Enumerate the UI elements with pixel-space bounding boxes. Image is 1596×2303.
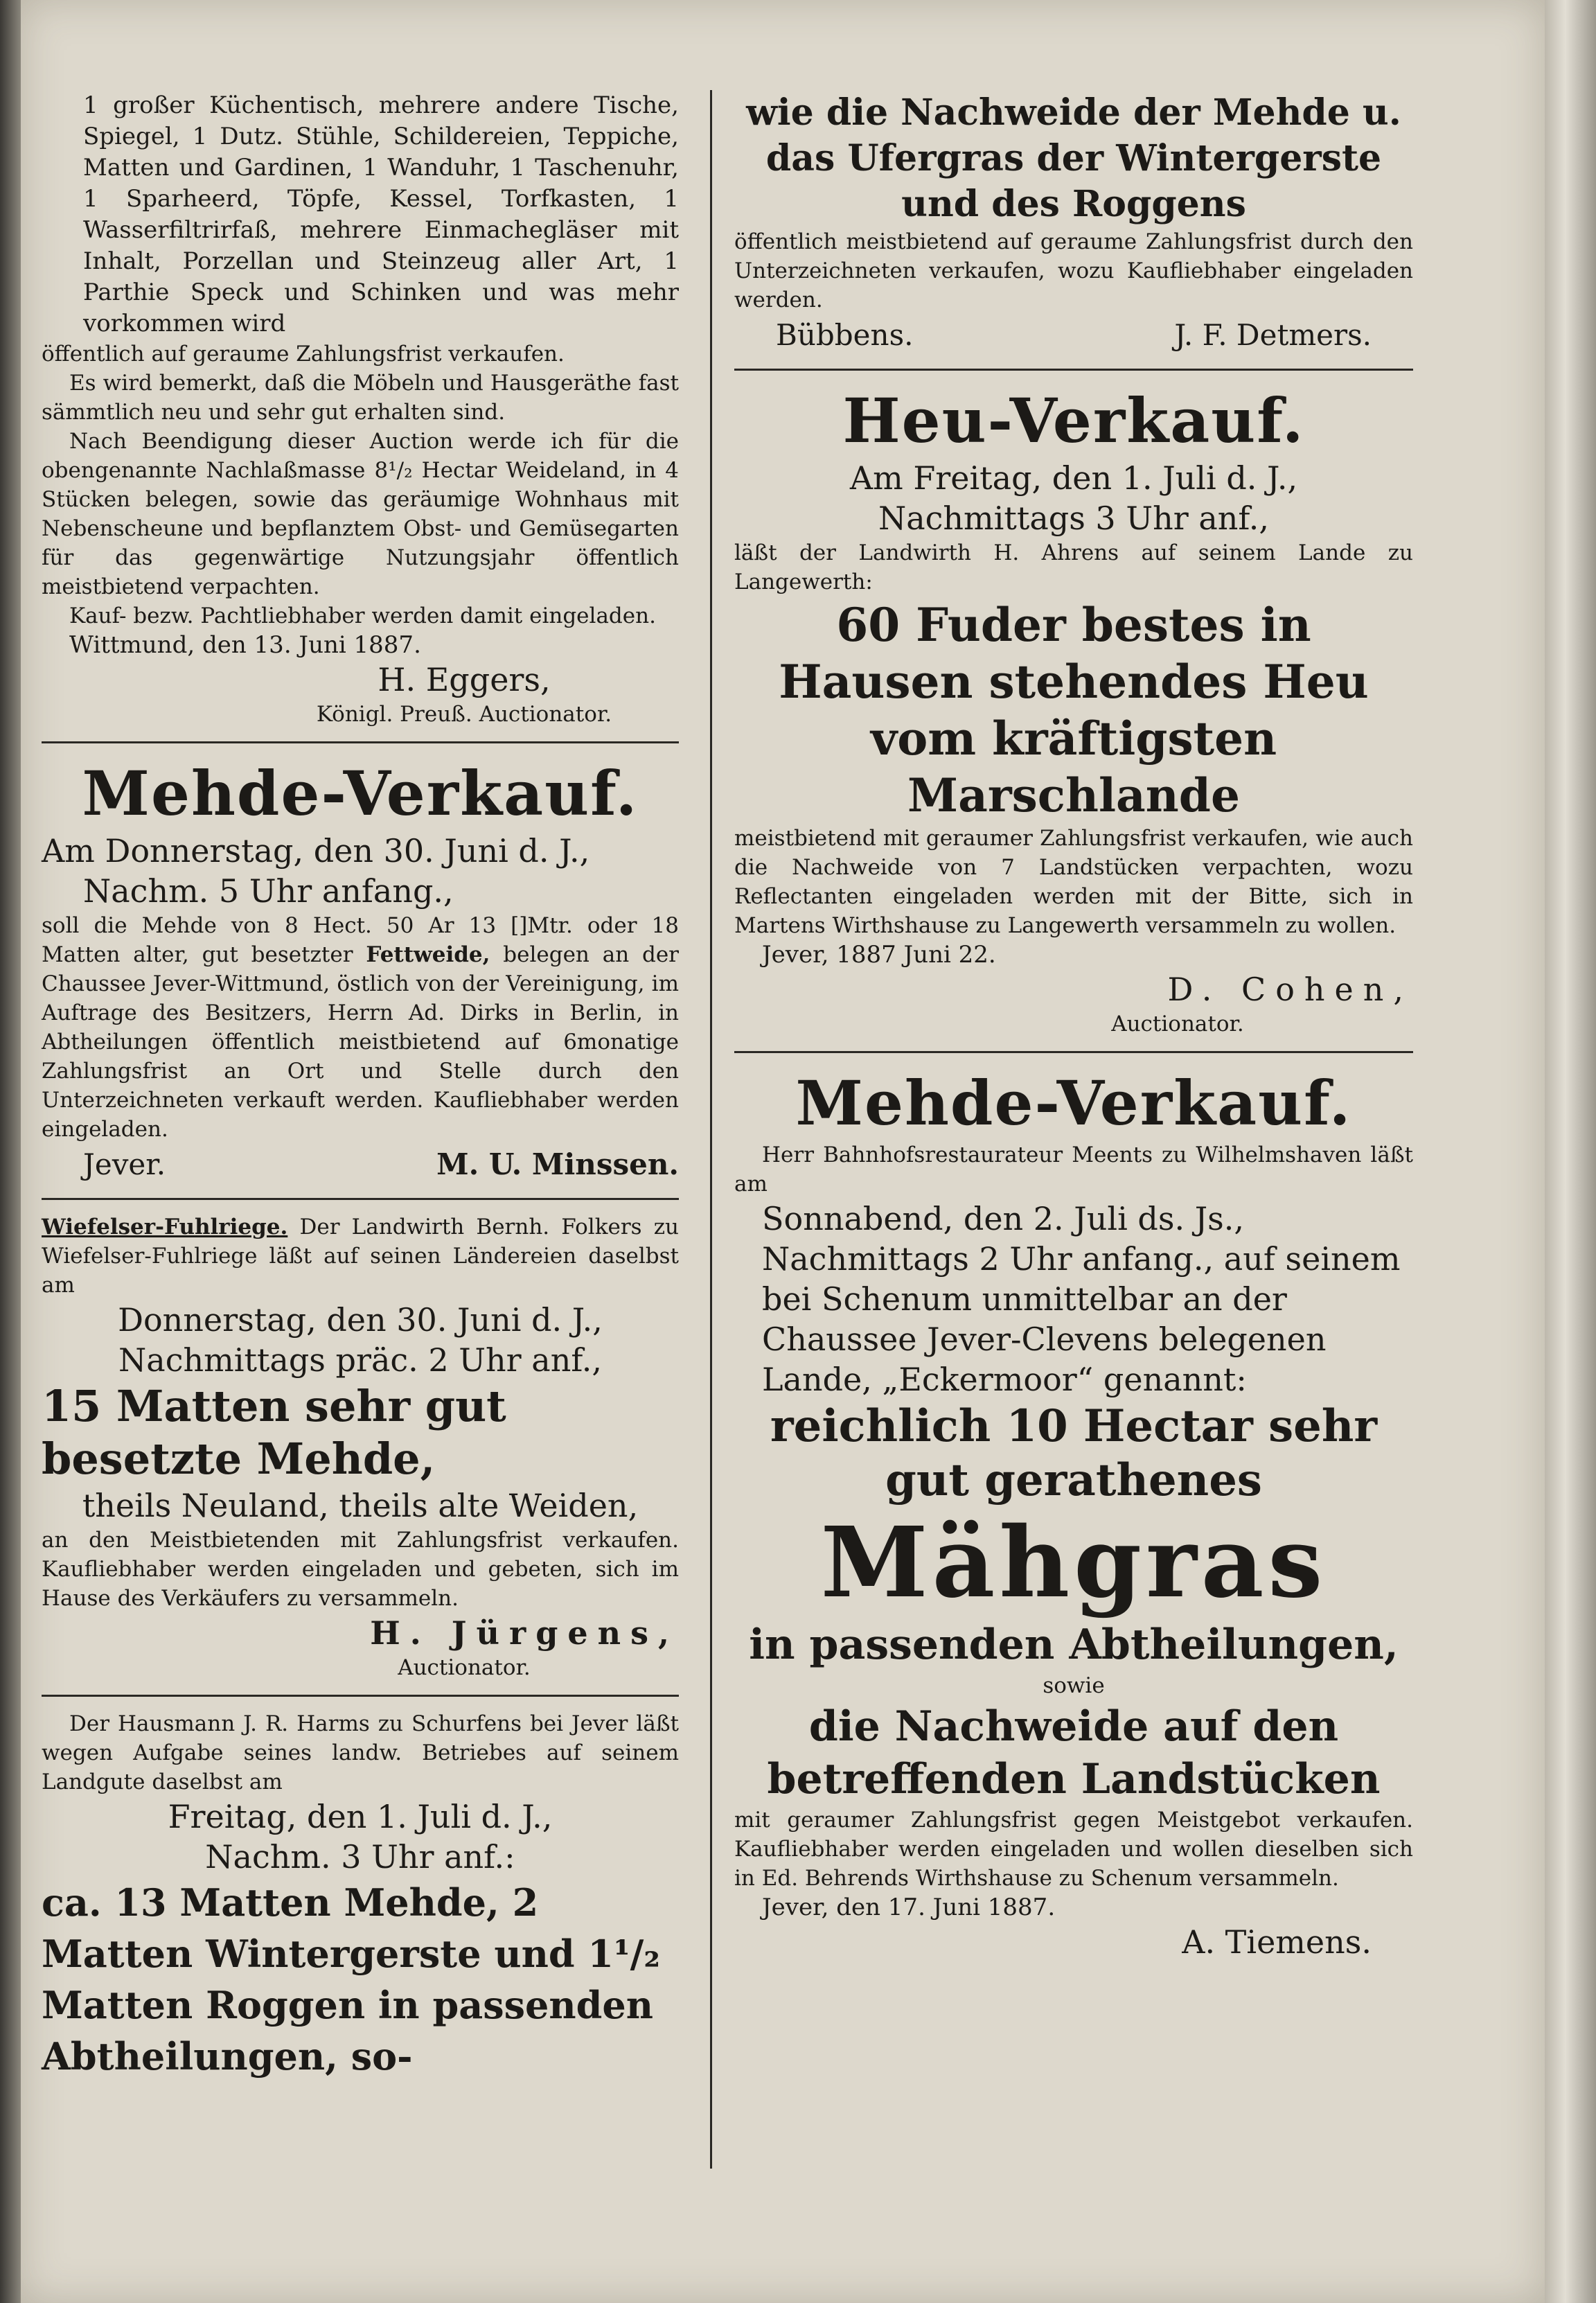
wiefels-when-2: Nachmittags präc. 2 Uhr anf., — [118, 1341, 602, 1379]
heu-when-1: Am Freitag, den 1. Juli d. J., — [849, 459, 1298, 497]
column-divider — [710, 90, 712, 2169]
mehde2-heading: Mehde-Verkauf. — [795, 1067, 1352, 1139]
mehde-place: Jever. — [83, 1147, 166, 1181]
auction-signer: H. Eggers, — [378, 661, 551, 698]
mehde-heading: Mehde-Verkauf. — [82, 757, 639, 829]
harms-intro: Der Hausmann J. R. Harms zu Schurfens bei Jever läßt wegen Aufgabe seines landw. Betriebes auf seinem Landgute daselbst am — [42, 1711, 679, 1794]
mehde2-huge: Mähgras — [820, 1506, 1327, 1620]
mehde2-intro: Herr Bahnhofsrestaurateur Meents zu Wilhelmshaven läßt am — [734, 1142, 1413, 1197]
wiefels-intro-text: Der Landwirth Bernh. Folkers zu Wiefelser-Fuhlriege läßt auf seinen Ländereien daselbst am — [42, 1215, 680, 1298]
separator — [42, 1695, 679, 1697]
page-edge — [1545, 0, 1596, 2303]
mehde2-big-1: reichlich 10 Hectar sehr gut gerathenes — [770, 1400, 1378, 1506]
heu-big: 60 Fuder bestes in Hausen stehendes Heu vom kräftigsten Marschlande — [779, 598, 1369, 822]
left-column — [42, 90, 679, 2082]
harms-notice — [42, 1709, 679, 2082]
wiefels-when-1: Donnerstag, den 30. Juni d. J., — [118, 1301, 603, 1339]
mehde-signer: M. U. Minssen. — [436, 1147, 679, 1181]
detmers-signer: J. F. Detmers. — [1174, 318, 1372, 352]
auction-notice-eggers — [42, 90, 679, 729]
heu-place-date: Jever, 1887 Juni 22. — [762, 941, 996, 969]
wiefels-signer: H. Jürgens, — [370, 1614, 679, 1652]
detmers-big: wie die Nachweide der Mehde u. das Ufergras der Wintergerste und des Roggens — [746, 91, 1401, 225]
wiefels-body: an den Meistbietenden mit Zahlungsfrist verkaufen. Kaufliebhaber werden eingeladen und gebeten, sich im Hause des Verkäufers zu versammeln. — [42, 1528, 679, 1611]
wiefels-intro — [42, 1212, 679, 1300]
heu-when-2: Nachmittags 3 Uhr anf., — [878, 500, 1270, 537]
wiefels-sub: theils Neuland, theils alte Weiden, — [82, 1487, 639, 1524]
auction-invite: Kauf- bezw. Pachtliebhaber werden damit eingeladen. — [69, 603, 656, 628]
wiefels-place-name: Wiefelser-Fuhlriege. — [42, 1215, 288, 1239]
auction-signer-title: Königl. Preuß. Auctionator. — [316, 702, 612, 727]
mehde-verkauf-minssen — [42, 756, 679, 1185]
mehde2-sowie: sowie — [1043, 1673, 1105, 1698]
separator — [42, 741, 679, 743]
harms-big: ca. 13 Matten Mehde, 2 Matten Wintergerste und 1¹/₂ Matten Roggen in passenden Abtheilungen, so- — [42, 1880, 661, 2079]
mehde-body-post: belegen an der Chaussee Jever-Wittmund, östlich von der Vereinigung, im Auftrage des Besitzers, Herrn Ad. Dirks in Berlin, in Abtheilungen öffentlich meistbietend auf 6monatige Zahlungsfrist an Ort und Stelle durch den Unterzeichneten verkauft werden. Kaufliebhaber werden eingeladen. — [42, 942, 680, 1142]
mehde2-signer: A. Tiemens. — [1182, 1923, 1372, 1961]
harms-when-1: Freitag, den 1. Juli d. J., — [168, 1798, 553, 1835]
mehde-signature — [42, 1144, 679, 1185]
auction-sale-text: öffentlich auf geraume Zahlungsfrist verkaufen. — [42, 342, 565, 367]
auction-lease: Nach Beendigung dieser Auction werde ich für die obengenannte Nachlaßmasse 8¹/₂ Hectar Weideland, in 4 Stücken belegen, sowie das geräumige Wohnhaus mit Nebenscheune und bepflanztem Obst- und Gemüsegarten für das gegenwärtige Nutzungsjahr öffentlich meistbietend verpachten. — [42, 429, 679, 599]
detmers-signature — [734, 315, 1413, 356]
page-gutter — [0, 0, 21, 2303]
heu-signer-title: Auctionator. — [1111, 1012, 1244, 1036]
separator — [734, 369, 1413, 371]
harms-when-2: Nachm. 3 Uhr anf.: — [205, 1838, 515, 1876]
auction-items: 1 großer Küchentisch, mehrere andere Tische, Spiegel, 1 Dutz. Stühle, Schildereien, Teppiche, Matten und Gardinen, 1 Wanduhr, 1 Taschenuhr, 1 Sparheerd, Töpfe, Kessel, Torfkasten, 1 Wasserfiltrirfaß, mehrere Einmachegläser mit Inhalt, Porzellan und Steinzeug aller Art, 1 Parthie Speck und Schinken und was mehr vorkommen wird — [83, 91, 679, 337]
mehde-body — [42, 911, 679, 1144]
mehde2-body: mit geraumer Zahlungsfrist gegen Meistgebot verkaufen. Kaufliebhaber werden eingeladen und wollen dieselben sich in Ed. Behrends Wirthshause zu Schenum versammeln. — [734, 1808, 1413, 1891]
separator — [734, 1051, 1413, 1053]
mehde-when-2: Nachm. 5 Uhr anfang., — [83, 872, 454, 910]
mehde-body-pre: soll die Mehde von 8 Hect. 50 Ar 13 []Mtr. oder 18 Matten alter, gut besetzter — [42, 913, 679, 967]
mehde2-place-date: Jever, den 17. Juni 1887. — [762, 1894, 1056, 1921]
mehde-body-bold: Fettweide, — [366, 942, 490, 967]
mehde2-when: Sonnabend, den 2. Juli ds. Js., Nachmittags 2 Uhr anfang., auf seinem bei Schenum unmittelbar an der Chaussee Jever-Clevens belegenen Lande, „Eckermoor“ genannt: — [762, 1200, 1401, 1398]
heu-intro: läßt der Landwirth H. Ahrens auf seinem Lande zu Langewerth: — [734, 540, 1413, 594]
mehde-verkauf-tiemens — [734, 1066, 1413, 1962]
wiefels-notice — [42, 1212, 679, 1682]
heu-signer: D. Cohen, — [1167, 971, 1413, 1008]
heu-body: meistbietend mit geraumer Zahlungsfrist verkaufen, wie auch die Nachweide von 7 Landstücken verpachten, wozu Reflectanten eingeladen werden mit der Bitte, sich in Martens Wirthshause zu Langewerth versammeln zu wollen. — [734, 826, 1413, 938]
wiefels-signer-title: Auctionator. — [398, 1655, 531, 1680]
mehde2-big-2: in passenden Abtheilungen, — [749, 1621, 1399, 1669]
right-column — [734, 90, 1413, 1962]
detmers-notice — [734, 90, 1413, 356]
wiefels-big: 15 Matten sehr gut besetzte Mehde, — [42, 1381, 506, 1484]
detmers-body: öffentlich meistbietend auf geraume Zahlungsfrist durch den Unterzeichneten verkaufen, wozu Kaufliebhaber eingeladen werden. — [734, 229, 1413, 312]
mehde-when-1: Am Donnerstag, den 30. Juni d. J., — [42, 832, 590, 870]
auction-note: Es wird bemerkt, daß die Möbeln und Hausgeräthe fast sämmtlich neu und sehr gut erhalten sind. — [42, 371, 679, 425]
auction-place-date: Wittmund, den 13. Juni 1887. — [69, 631, 421, 659]
separator — [42, 1198, 679, 1200]
heu-heading: Heu-Verkauf. — [842, 385, 1305, 457]
heu-verkauf-notice — [734, 383, 1413, 1039]
detmers-place: Bübbens. — [776, 318, 914, 352]
mehde2-big-3: die Nachweide auf den betreffenden Landstücken — [767, 1702, 1381, 1803]
